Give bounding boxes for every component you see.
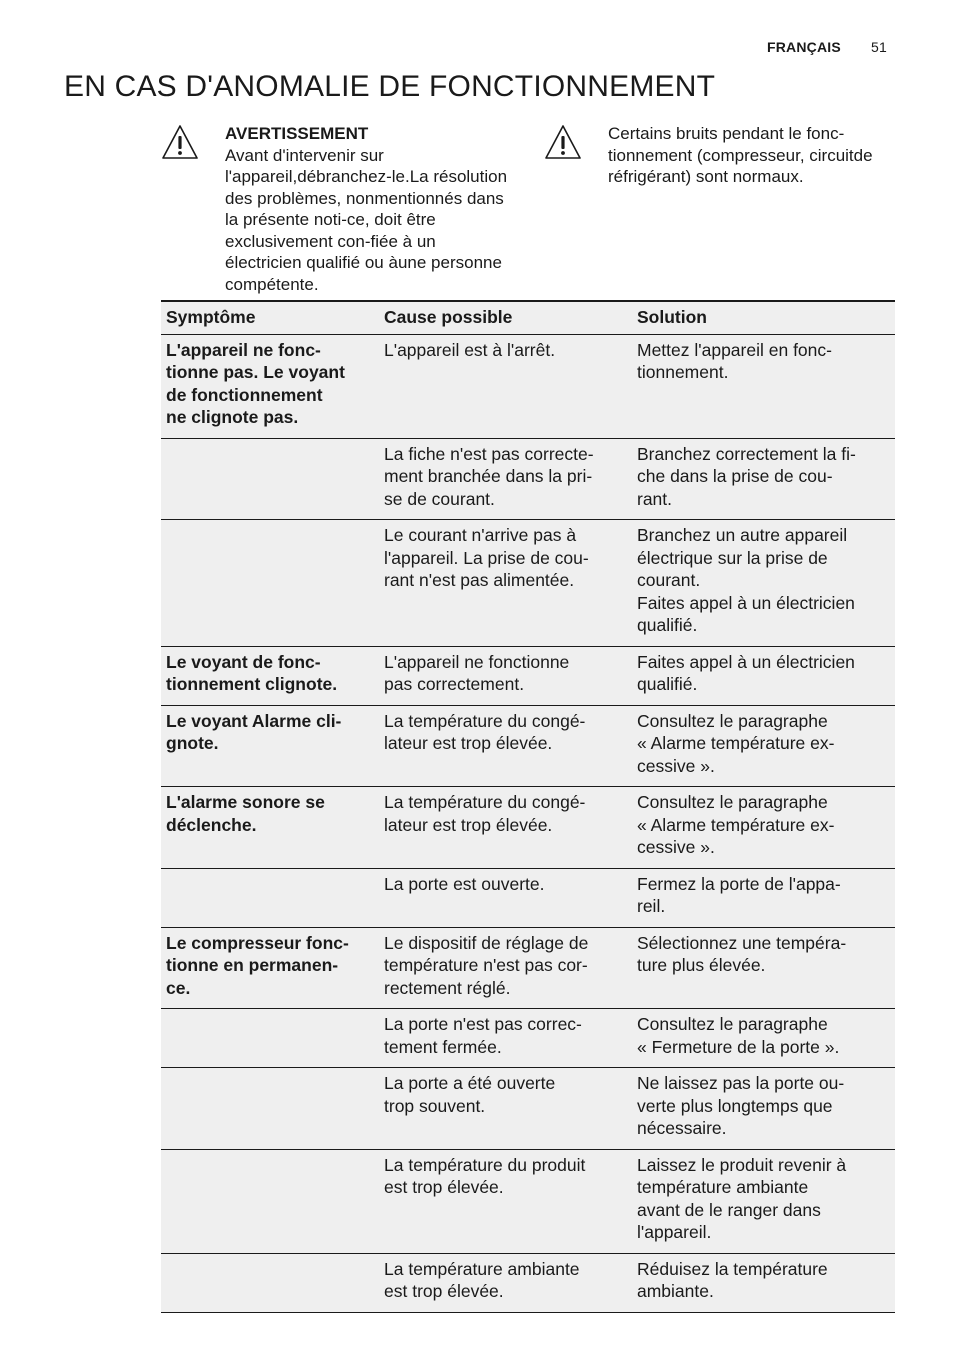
cell-line: avant de le ranger dans bbox=[637, 1199, 821, 1220]
symptom-cell bbox=[161, 520, 379, 647]
cell-line: La température du congé- bbox=[384, 710, 586, 731]
language-label: FRANÇAIS bbox=[766, 39, 841, 55]
cause-cell bbox=[379, 646, 632, 705]
cell-line: L'appareil ne fonc- bbox=[166, 339, 321, 360]
cell-line: Réduisez la température bbox=[637, 1258, 828, 1279]
cell-line: Faites appel à un électricien bbox=[637, 651, 855, 672]
cell-line: rant n'est pas alimentée. bbox=[384, 570, 575, 590]
cause-cell bbox=[379, 1009, 632, 1068]
cell-line: « Alarme température ex- bbox=[637, 733, 835, 753]
solution-cell bbox=[632, 1149, 895, 1253]
cell-line: Consultez le paragraphe bbox=[637, 1014, 828, 1034]
cell-line: Mettez l'appareil en fonc- bbox=[637, 339, 832, 360]
info-line: de réfrigérant) sont normaux. bbox=[608, 145, 873, 186]
cell-line: rectement réglé. bbox=[384, 977, 511, 998]
cell-line: qualifié. bbox=[637, 615, 698, 635]
cell-line: nécessaire. bbox=[637, 1118, 727, 1138]
symptom-cell bbox=[161, 1253, 379, 1312]
cell-line: électrique sur la prise de bbox=[637, 547, 828, 568]
cell-line: ne clignote pas. bbox=[166, 407, 299, 427]
cell-line: température n'est pas cor- bbox=[384, 955, 588, 975]
cell-line: Consultez le paragraphe bbox=[637, 710, 828, 731]
cell-line: La porte n'est pas correc- bbox=[384, 1014, 582, 1034]
info-line: tionnement (compresseur, circuit bbox=[608, 145, 854, 165]
cell-line: Le compresseur fonc- bbox=[166, 932, 349, 953]
cell-line: reil. bbox=[637, 896, 666, 916]
cell-line: L'alarme sonore se bbox=[166, 792, 325, 812]
table-row bbox=[161, 334, 895, 438]
cell-line: tionne en permanen- bbox=[166, 955, 339, 975]
cell-line: ture plus élevée. bbox=[637, 955, 766, 975]
cell-line: Branchez un autre appareil bbox=[637, 525, 848, 545]
table-row bbox=[161, 438, 895, 520]
cause-cell bbox=[379, 868, 632, 927]
cell-line: est trop élevée. bbox=[384, 1177, 504, 1197]
header-solution: Solution bbox=[632, 301, 895, 334]
symptom-cell bbox=[161, 1009, 379, 1068]
cell-line: ambiante. bbox=[637, 1281, 714, 1301]
solution-cell bbox=[632, 705, 895, 787]
cause-cell bbox=[379, 438, 632, 520]
page-header bbox=[767, 39, 887, 55]
cell-line: température ambiante bbox=[637, 1177, 809, 1197]
cell-line: courant. bbox=[637, 570, 701, 590]
table-row bbox=[161, 1009, 895, 1068]
cell-line: La porte a été ouverte bbox=[384, 1073, 556, 1093]
cell-line: Ne laissez pas la porte ou- bbox=[637, 1073, 845, 1093]
cause-cell bbox=[379, 927, 632, 1009]
solution-cell bbox=[632, 520, 895, 647]
cell-line: L'appareil est à l'arrêt. bbox=[384, 339, 556, 360]
cell-line: verte plus longtemps que bbox=[637, 1095, 833, 1116]
warning-line: une personne compétente. bbox=[225, 253, 502, 294]
cell-line: Branchez correctement la fi- bbox=[637, 443, 856, 464]
cell-line: « Fermeture de la porte ». bbox=[637, 1036, 840, 1057]
solution-cell bbox=[632, 1253, 895, 1312]
cell-line: lateur est trop élevée. bbox=[384, 733, 553, 753]
cell-line: Le voyant de fonc- bbox=[166, 651, 321, 672]
cell-line: che dans la prise de cou- bbox=[637, 466, 833, 486]
cell-line: se de courant. bbox=[384, 488, 495, 509]
cell-line: Fermez la porte de l'appa- bbox=[637, 873, 841, 894]
cell-line: ce. bbox=[166, 977, 191, 998]
warning-body bbox=[225, 145, 515, 296]
solution-cell bbox=[632, 927, 895, 1009]
page-number: 51 bbox=[871, 39, 887, 55]
cell-line: déclenche. bbox=[166, 814, 257, 835]
solution-cell bbox=[632, 646, 895, 705]
table-header-row bbox=[161, 301, 895, 334]
symptom-cell bbox=[161, 705, 379, 787]
cell-line: Consultez le paragraphe bbox=[637, 792, 828, 812]
cause-cell bbox=[379, 334, 632, 438]
warning-triangle-icon bbox=[160, 123, 200, 167]
symptom-cell bbox=[161, 646, 379, 705]
troubleshooting-table bbox=[161, 300, 895, 1313]
cell-line: tionnement clignote. bbox=[166, 674, 338, 694]
cell-line: L'appareil ne fonctionne bbox=[384, 651, 570, 672]
cell-line: cessive ». bbox=[637, 755, 715, 776]
cell-line: pas correctement. bbox=[384, 674, 525, 694]
warning-line: ce, doit être exclusivement con- bbox=[225, 210, 436, 251]
symptom-cell bbox=[161, 927, 379, 1009]
warning-line: La résolution des problèmes, non bbox=[225, 167, 508, 208]
cell-line: de fonctionnement bbox=[166, 384, 323, 405]
page-title: EN CAS D'ANOMALIE DE FONCTIONNEMENT bbox=[64, 70, 716, 103]
symptom-cell bbox=[161, 1068, 379, 1150]
symptom-cell bbox=[161, 787, 379, 869]
solution-cell bbox=[632, 334, 895, 438]
table-row bbox=[161, 1149, 895, 1253]
solution-cell bbox=[632, 1068, 895, 1150]
solution-cell bbox=[632, 868, 895, 927]
table-row bbox=[161, 1068, 895, 1150]
warning-line: mentionnés dans la présente noti- bbox=[225, 188, 504, 229]
table-row bbox=[161, 646, 895, 705]
table-row bbox=[161, 927, 895, 1009]
cell-line: La température ambiante bbox=[384, 1258, 580, 1279]
info-text bbox=[608, 123, 893, 188]
cause-cell bbox=[379, 1068, 632, 1150]
cell-line: cessive ». bbox=[637, 837, 715, 857]
cause-cell bbox=[379, 1253, 632, 1312]
warning-triangle-icon bbox=[543, 123, 583, 167]
cell-line: rant. bbox=[637, 488, 673, 509]
cell-line: Le dispositif de réglage de bbox=[384, 932, 589, 953]
cell-line: La température du produit bbox=[384, 1154, 586, 1175]
symptom-cell bbox=[161, 334, 379, 438]
table-row bbox=[161, 520, 895, 647]
cause-cell bbox=[379, 520, 632, 647]
cell-line: La température du congé- bbox=[384, 792, 586, 812]
header-cause: Cause possible bbox=[379, 301, 632, 334]
cell-line: La fiche n'est pas correcte- bbox=[384, 443, 594, 464]
cell-line: l'appareil. bbox=[637, 1222, 712, 1242]
cell-line: tionne pas. Le voyant bbox=[166, 362, 345, 382]
cell-line: « Alarme température ex- bbox=[637, 814, 835, 835]
info-line: Certains bruits pendant le fonc- bbox=[608, 124, 845, 143]
cell-line: tement fermée. bbox=[384, 1036, 502, 1057]
cell-line: ment branchée dans la pri- bbox=[384, 466, 593, 486]
cell-line: l'appareil. La prise de cou- bbox=[384, 547, 589, 568]
table-row bbox=[161, 868, 895, 927]
warning-text bbox=[225, 123, 515, 295]
cell-line: Le courant n'arrive pas à bbox=[384, 525, 577, 545]
cell-line: lateur est trop élevée. bbox=[384, 814, 553, 835]
cause-cell bbox=[379, 787, 632, 869]
cell-line: Faites appel à un électricien bbox=[637, 592, 855, 613]
table-row bbox=[161, 705, 895, 787]
warning-line: débranchez-le. bbox=[297, 167, 410, 186]
cause-cell bbox=[379, 705, 632, 787]
cell-line: qualifié. bbox=[637, 674, 698, 694]
cell-line: Le voyant Alarme cli- bbox=[166, 710, 342, 731]
cell-line: Sélectionnez une tempéra- bbox=[637, 932, 847, 953]
header-symptom: Symptôme bbox=[161, 301, 379, 334]
cell-line: gnote. bbox=[166, 733, 219, 753]
cell-line: est trop élevée. bbox=[384, 1281, 504, 1301]
table-row bbox=[161, 787, 895, 869]
solution-cell bbox=[632, 787, 895, 869]
warning-heading: AVERTISSEMENT bbox=[225, 124, 369, 143]
symptom-cell bbox=[161, 438, 379, 520]
warning-line: Avant d'intervenir sur l'appareil, bbox=[225, 145, 384, 186]
symptom-cell bbox=[161, 1149, 379, 1253]
cell-line: tionnement. bbox=[637, 362, 729, 382]
cell-line: Laissez le produit revenir à bbox=[637, 1154, 847, 1175]
solution-cell bbox=[632, 438, 895, 520]
table-row bbox=[161, 1253, 895, 1312]
cause-cell bbox=[379, 1149, 632, 1253]
solution-cell bbox=[632, 1009, 895, 1068]
symptom-cell bbox=[161, 868, 379, 927]
cell-line: trop souvent. bbox=[384, 1095, 486, 1116]
warning-line: fiée à un électricien qualifié ou à bbox=[225, 231, 436, 272]
cell-line: La porte est ouverte. bbox=[384, 873, 545, 894]
